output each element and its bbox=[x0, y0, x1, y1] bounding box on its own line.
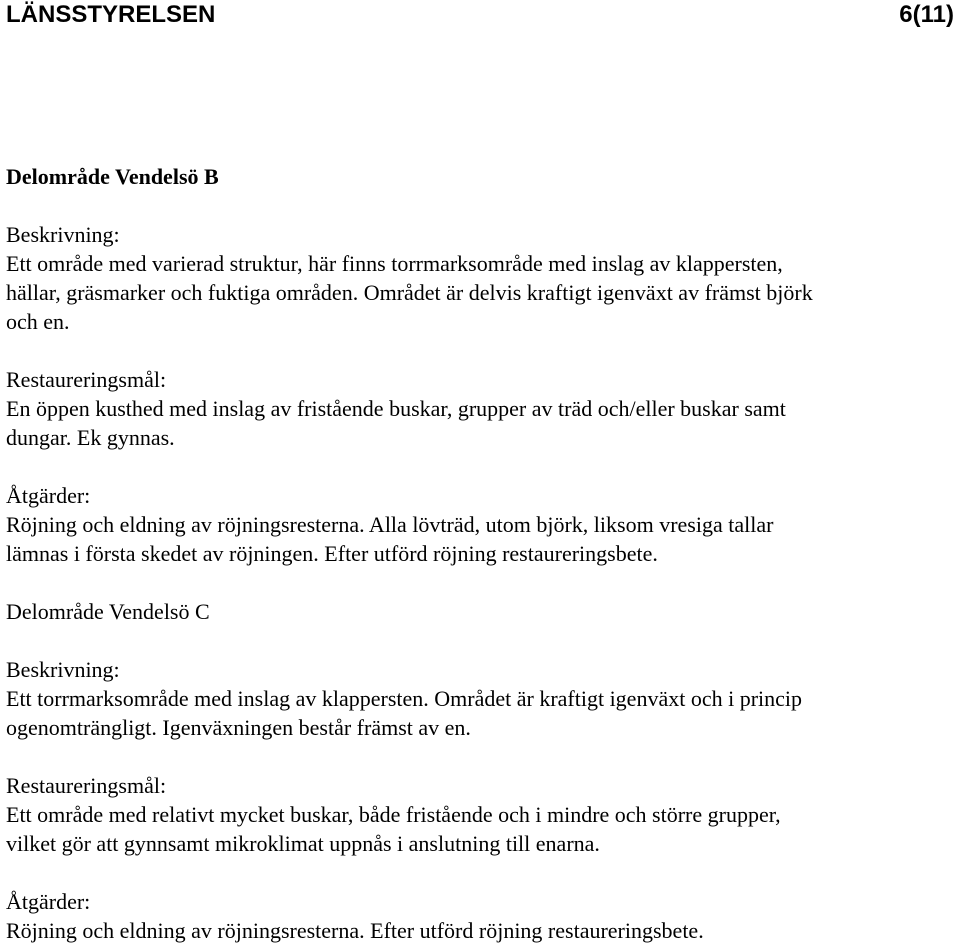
section-c-description-line: ogenomträngligt. Igenväxningen består främst av en. bbox=[6, 715, 471, 740]
section-c-heading: Delområde Vendelsö C bbox=[6, 599, 210, 624]
section-b-action-label: Åtgärder: bbox=[6, 483, 91, 508]
section-b-description-line: och en. bbox=[6, 309, 70, 334]
section-c-goal-label: Restaureringsmål: bbox=[6, 773, 167, 798]
section-b-goal-line: dungar. Ek gynnas. bbox=[6, 425, 175, 450]
section-b-description-line: Ett område med varierad struktur, här finns torrmarksområde med inslag av klappersten, bbox=[6, 251, 783, 276]
section-b-description-label: Beskrivning: bbox=[6, 222, 120, 247]
page-number: 6(11) bbox=[899, 1, 954, 28]
section-c-goal-line: Ett område med relativt mycket buskar, både fristående och i mindre och större grupper, bbox=[6, 802, 781, 827]
section-c-action-line: Röjning och eldning av röjningsresterna. Efter utförd röjning restaureringsbete. bbox=[6, 918, 704, 943]
section-c-goal-line: vilket gör att gynnsamt mikroklimat uppnås i anslutning till enarna. bbox=[6, 831, 600, 856]
section-b-goal-line: En öppen kusthed med inslag av fristående buskar, grupper av träd och/eller buskar samt bbox=[6, 396, 786, 421]
section-b-action-line: Röjning och eldning av röjningsresterna. Alla lövträd, utom björk, liksom vresiga tallar bbox=[6, 512, 774, 537]
organization-name: LÄNSSTYRELSEN bbox=[6, 1, 216, 28]
section-b-goal-label: Restaureringsmål: bbox=[6, 367, 167, 392]
section-b-description-line: hällar, gräsmarker och fuktiga områden. Området är delvis kraftigt igenväxt av främst björk bbox=[6, 280, 813, 305]
section-c-description-line: Ett torrmarksområde med inslag av klappersten. Området är kraftigt igenväxt och i princip bbox=[6, 686, 803, 711]
section-c-action-label: Åtgärder: bbox=[6, 889, 91, 914]
section-c-description-label: Beskrivning: bbox=[6, 657, 120, 682]
section-b-action-line: lämnas i första skedet av röjningen. Efter utförd röjning restaureringsbete. bbox=[6, 541, 658, 566]
section-b-heading: Delområde Vendelsö B bbox=[6, 164, 219, 189]
